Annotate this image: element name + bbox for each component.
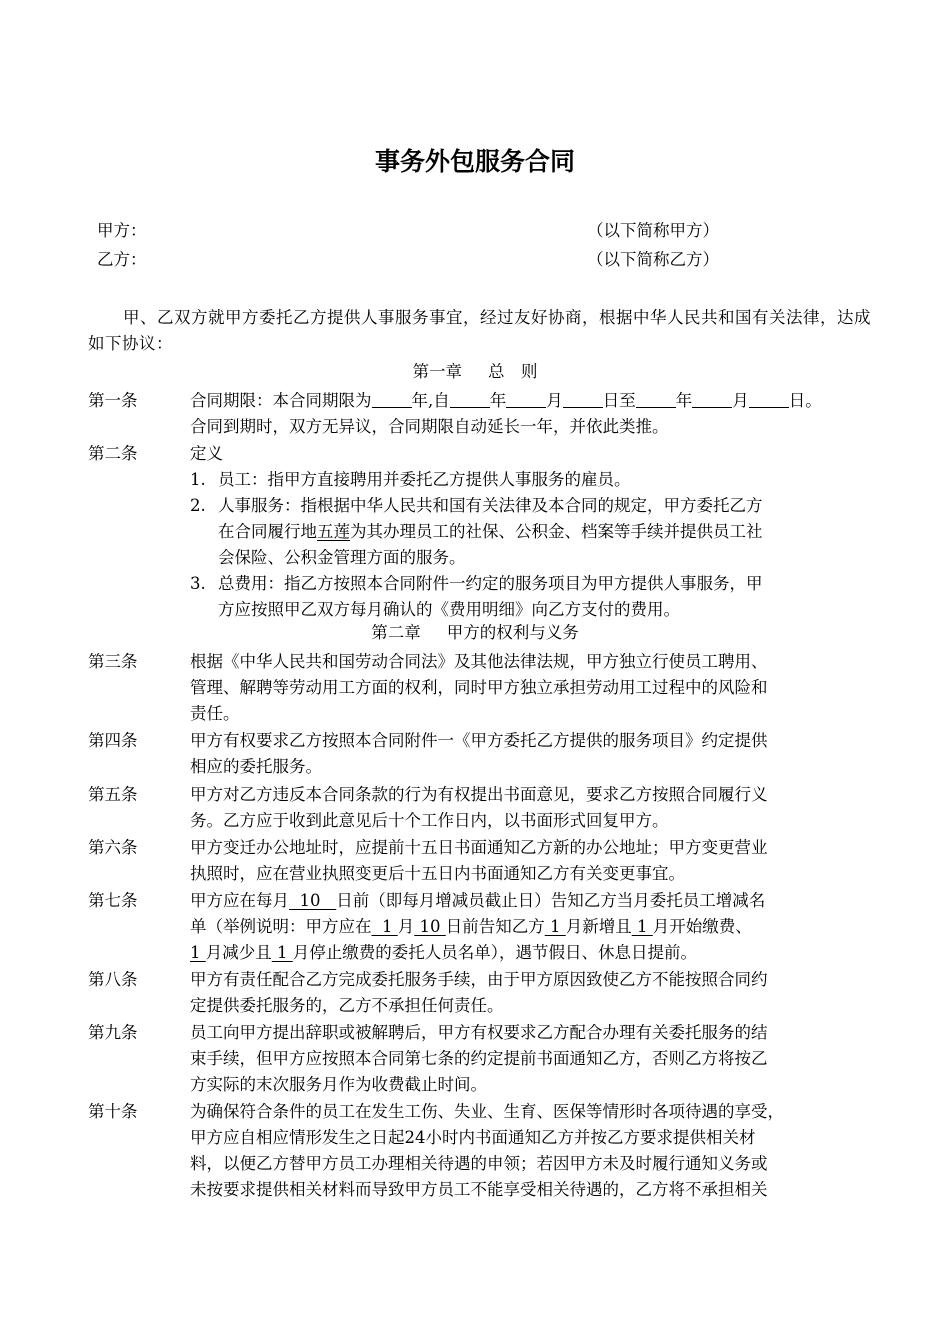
text-segment: 日至 <box>602 391 636 410</box>
text-line: 定提供委托服务的，乙方不承担任何责任。 <box>190 996 504 1015</box>
filled-value: 1 <box>637 917 648 936</box>
example-month-2 <box>545 917 566 936</box>
example-month-4 <box>190 943 206 962</box>
text-segment: 月新增且 <box>565 917 632 936</box>
text-line: 责任。 <box>190 704 240 723</box>
text-segment: 合同期限：本合同期限为 <box>190 391 372 410</box>
article-number: 第九条 <box>88 1023 138 1042</box>
filled-value: 1 <box>277 943 288 962</box>
text-line: 管理、解聘等劳动用工方面的权利，同时甲方独立承担劳动用工过程中的风险和 <box>190 678 768 697</box>
filled-value: 1 <box>190 943 201 962</box>
party-b-note: （以下简称乙方） <box>587 250 719 269</box>
text-line: 方应按照甲乙双方每月确认的《费用明细》向乙方支付的费用。 <box>218 600 680 619</box>
text-segment: 甲方应在每月 <box>190 891 289 910</box>
term-line <box>190 388 878 414</box>
text-line <box>218 519 763 545</box>
filled-value: 1 <box>382 917 393 936</box>
article-number: 第一条 <box>88 391 138 410</box>
text-line: 甲方应自相应情形发生之日起24小时内书面通知乙方并按乙方要求提供相关材 <box>190 1128 756 1147</box>
text-segment: 为其办理员工的社保、公积金、档案等手续并提供员工社 <box>350 522 763 541</box>
example-month-1 <box>372 917 398 936</box>
blank-start-month <box>506 389 546 408</box>
text-line: 束手续，但甲方应按照本合同第七条的约定提前书面通知乙方，否则乙方将按乙 <box>190 1049 768 1068</box>
definitions-heading: 定义 <box>190 444 223 463</box>
party-a-label: 甲方： <box>97 221 147 240</box>
article-body <box>190 888 878 966</box>
text-segment: 单（举例说明：甲方应在 <box>190 917 372 936</box>
article-number: 第四条 <box>88 731 138 750</box>
article-body <box>190 649 878 727</box>
text-segment: 日前告知乙方 <box>445 917 545 936</box>
text-segment: 月开始缴费、 <box>652 917 752 936</box>
blank-end-year <box>636 389 676 408</box>
chapter-1-number: 第一章 <box>412 362 462 381</box>
article-body <box>190 1099 878 1203</box>
chapter-2-name: 甲方的权利与义务 <box>446 623 579 642</box>
filled-value: 1 <box>550 917 561 936</box>
text-segment: 年 <box>489 391 507 410</box>
blank-years <box>372 389 412 408</box>
article-number: 第七条 <box>88 891 138 910</box>
text-segment: 月 <box>732 391 749 410</box>
article-number: 第五条 <box>88 785 138 804</box>
text-line: 人事服务：指根据中华人民共和国有关法律及本合同的规定，甲方委托乙方 <box>218 496 763 515</box>
text-segment: 日。 <box>788 391 822 410</box>
text-segment: 年 <box>675 391 693 410</box>
text-line: 未按要求提供相关材料而导致甲方员工不能享受相关待遇的，乙方将不承担相关 <box>190 1180 768 1199</box>
party-b-line <box>97 247 857 273</box>
text-segment: 月 <box>397 917 415 936</box>
article-body <box>190 441 878 623</box>
example-day <box>414 917 446 936</box>
filled-value: 10 <box>419 917 441 936</box>
definition-item <box>190 493 878 571</box>
text-line: 甲方对乙方违反本合同条款的行为有权提出书面意见，要求乙方按照合同履行义 <box>190 785 768 804</box>
text-line: 料，以便乙方替甲方员工办理相关待遇的申领；若因甲方未及时履行通知义务或 <box>190 1154 768 1173</box>
chapter-2-heading <box>0 620 950 646</box>
text-segment: 月减少且 <box>205 943 272 962</box>
text-line: 甲方有权要求乙方按照本合同附件一《甲方委托乙方提供的服务项目》约定提供 <box>190 731 768 750</box>
text-line: 执照时，应在营业执照变更后十五日内书面通知乙方有关变更事宜。 <box>190 864 685 883</box>
article-number: 第八条 <box>88 970 138 989</box>
text-line: 甲方变迁办公地址时，应提前十五日书面通知乙方新的办公地址；甲方变更营业 <box>190 838 768 857</box>
article-body <box>190 728 878 780</box>
text-line <box>190 914 878 940</box>
blank-end-month <box>692 389 732 408</box>
text-line: 相应的委托服务。 <box>190 757 322 776</box>
text-line: 会保险、公积金管理方面的服务。 <box>218 548 466 567</box>
text-line: 方实际的末次服务月作为收费截止时间。 <box>190 1075 487 1094</box>
text-segment: 在合同履行地 <box>218 522 317 541</box>
text-line: 为确保符合条件的员工在发生工伤、失业、生育、医保等情形时各项待遇的享受， <box>190 1102 784 1121</box>
text-segment: 月停止缴费的委托人员名单），遇节假日、休息日提前。 <box>292 943 697 962</box>
text-segment: 年,自 <box>411 391 450 410</box>
article-body <box>190 1020 878 1098</box>
party-a-line <box>97 218 857 244</box>
article-number: 第三条 <box>88 652 138 671</box>
text-line: 总费用：指乙方按照本合同附件一约定的服务项目为甲方提供人事服务，甲 <box>218 574 763 593</box>
article-number: 第六条 <box>88 838 138 857</box>
definition-item <box>190 467 878 493</box>
blank-start-day <box>563 389 603 408</box>
article-number: 第十条 <box>88 1102 138 1121</box>
service-place: 五莲 <box>317 522 350 541</box>
article-body <box>190 835 878 887</box>
party-b-label: 乙方： <box>97 250 147 269</box>
text-line: 合同到期时，双方无异议，合同期限自动延长一年，并依此类推。 <box>190 417 669 436</box>
item-number: 2. <box>190 496 206 515</box>
chapter-2-number: 第二章 <box>371 623 421 642</box>
article-body <box>190 388 878 440</box>
item-number: 3. <box>190 574 206 593</box>
text-line: 根据《中华人民共和国劳动合同法》及其他法律法规，甲方独立行使员工聘用、 <box>190 652 768 671</box>
chapter-1-heading <box>0 359 950 385</box>
example-month-3 <box>632 917 653 936</box>
blank-end-day <box>749 389 789 408</box>
filled-value: 10 <box>299 891 321 910</box>
article-body <box>190 782 878 834</box>
example-month-5 <box>272 943 293 962</box>
text-line <box>190 940 878 966</box>
text-line: 员工向甲方提出辞职或被解聘后，甲方有权要求乙方配合办理有关委托服务的结 <box>190 1023 768 1042</box>
cutoff-day-value <box>289 891 336 910</box>
text-line: 务。乙方应于收到此意见后十个工作日内，以书面形式回复甲方。 <box>190 811 669 830</box>
item-number: 1. <box>190 470 206 489</box>
definition-item <box>190 571 878 623</box>
text-line: 员工：指甲方直接聘用并委托乙方提供人事服务的雇员。 <box>218 470 631 489</box>
text-line <box>190 888 878 914</box>
blank-start-year <box>450 389 490 408</box>
article-body <box>190 967 878 1019</box>
text-segment: 日前（即每月增减员截止日）告知乙方当月委托员工增减名 <box>336 891 766 910</box>
contract-title: 事务外包服务合同 <box>374 147 575 176</box>
party-a-note: （以下简称甲方） <box>587 221 719 240</box>
chapter-1-name: 总 则 <box>488 362 538 381</box>
article-number: 第二条 <box>88 444 138 463</box>
intro-paragraph: 甲、乙双方就甲方委托乙方提供人事服务事宜，经过友好协商，根据中华人民共和国有关法律，达成如下协议： <box>88 308 871 353</box>
text-line: 甲方有责任配合乙方完成委托服务手续，由于甲方原因致使乙方不能按照合同约 <box>190 970 768 989</box>
text-segment: 月 <box>546 391 563 410</box>
